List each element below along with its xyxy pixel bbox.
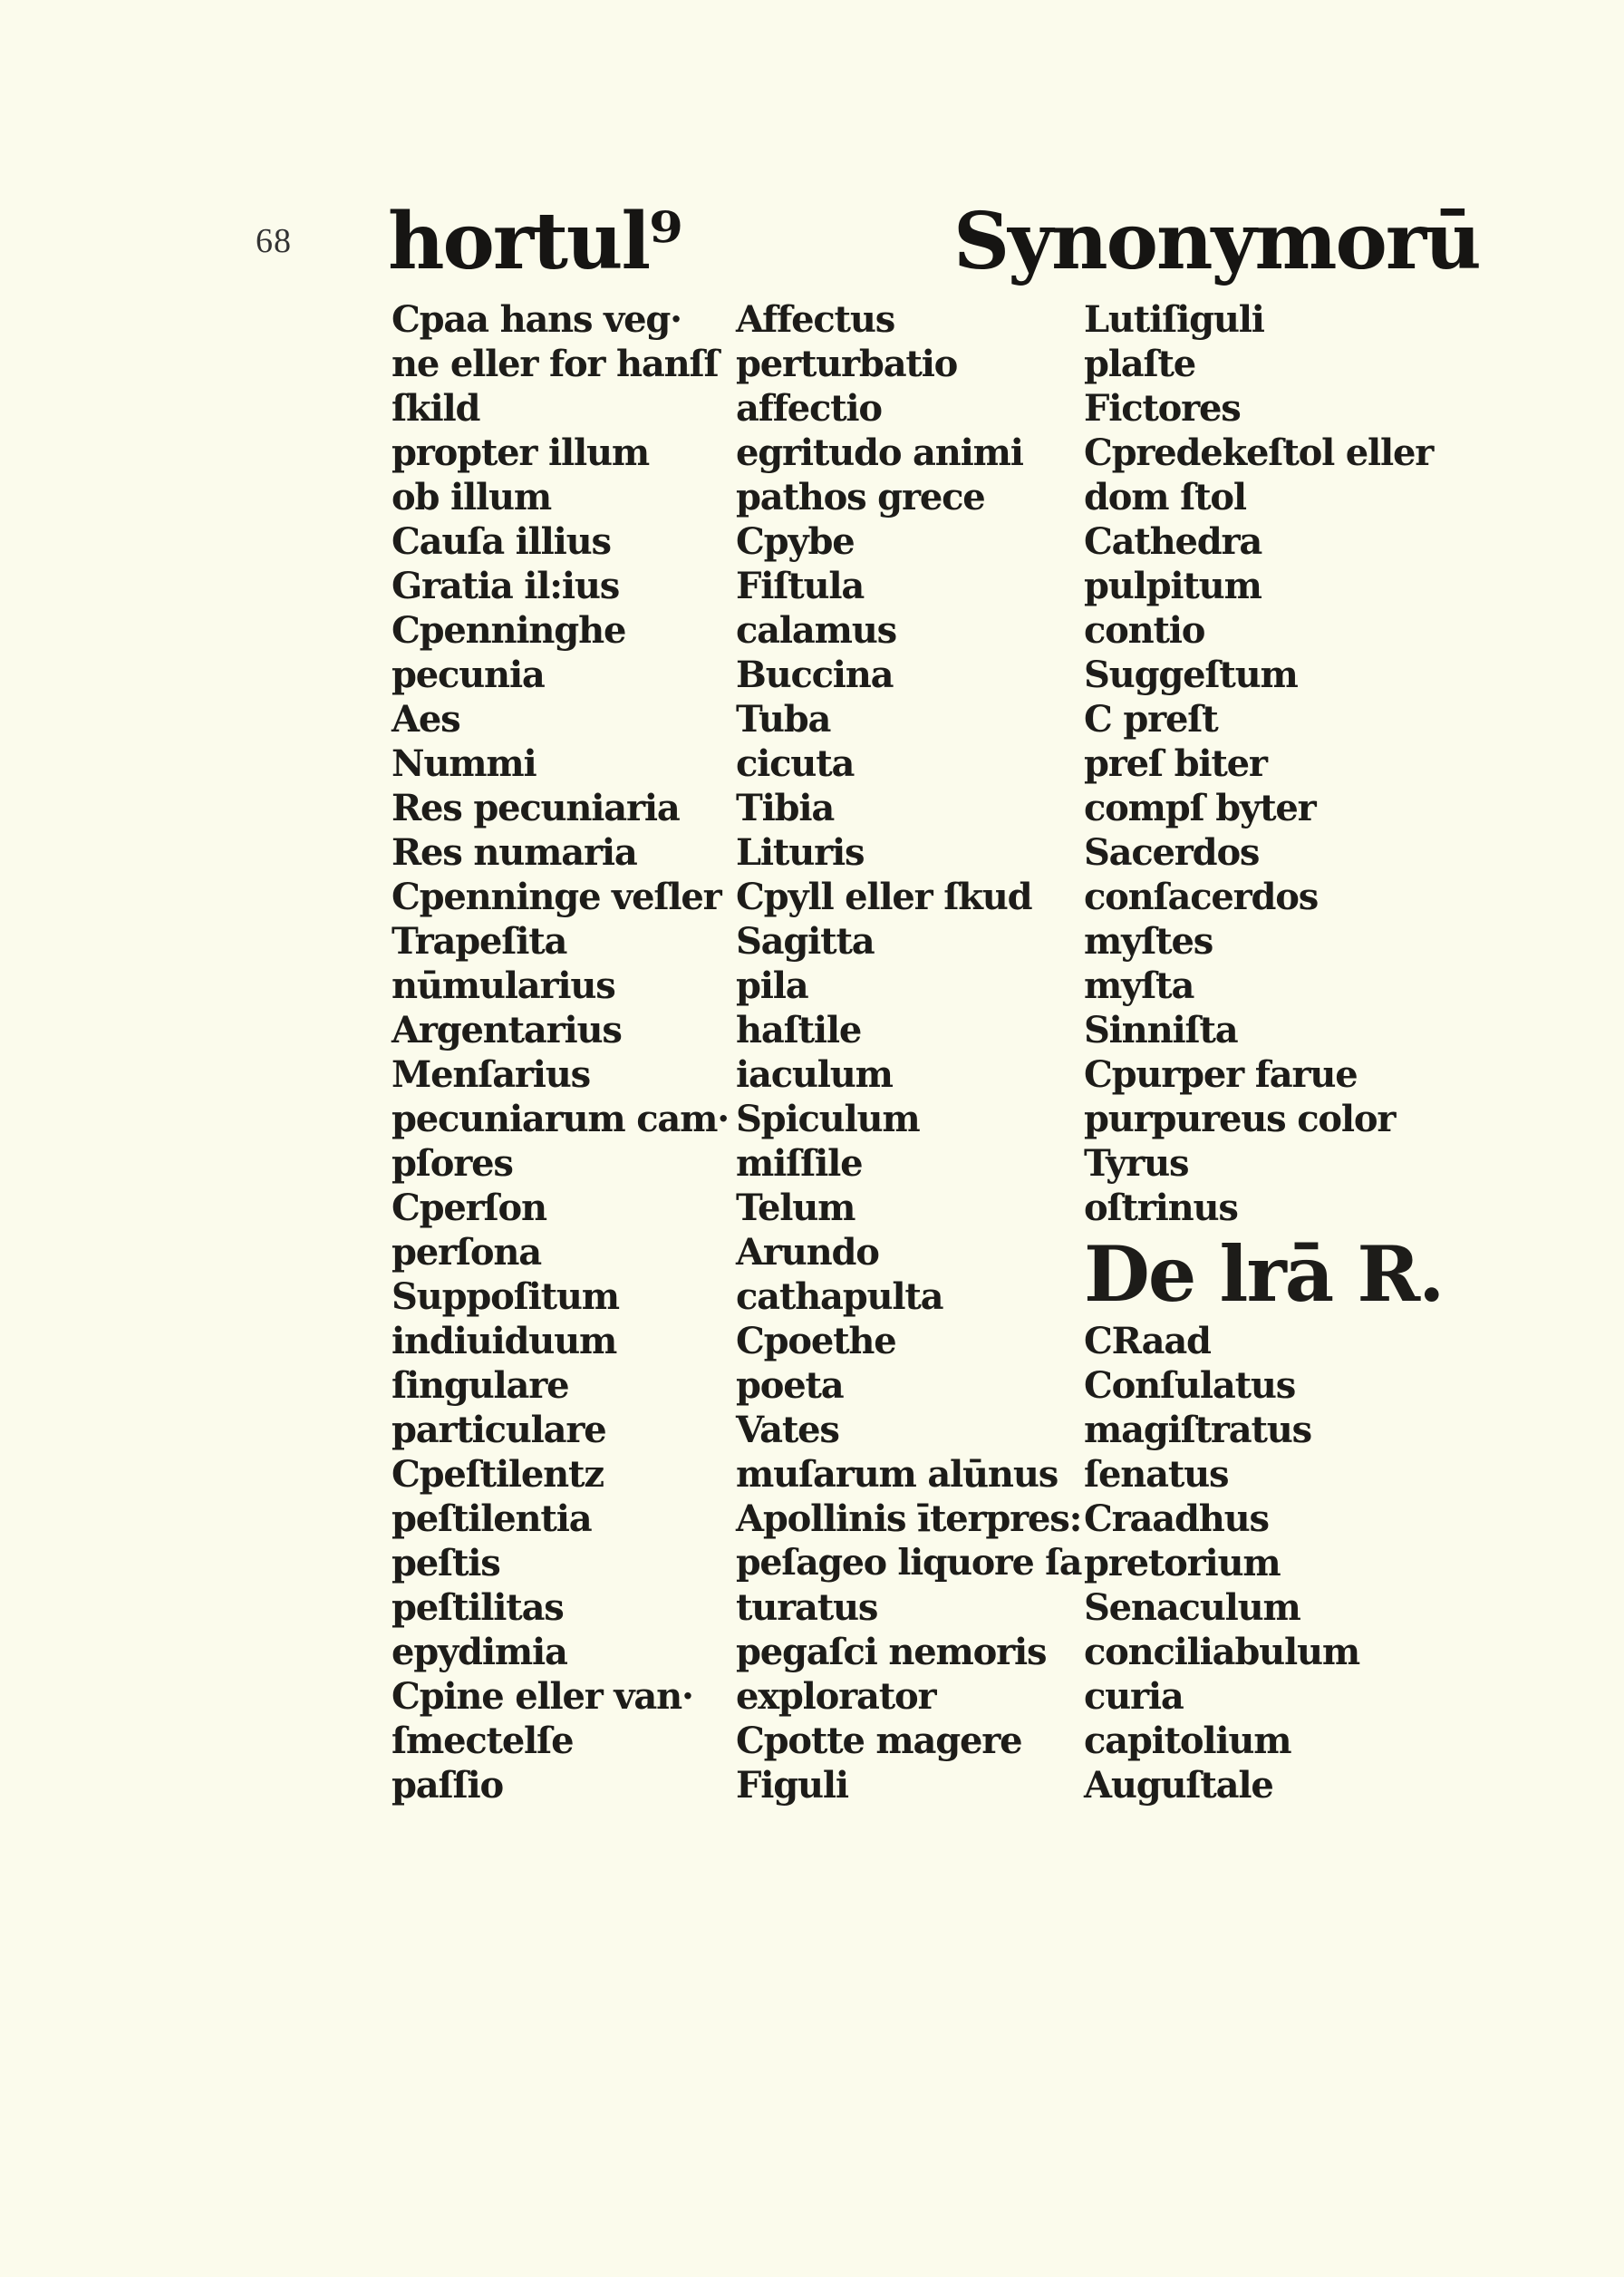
word-entry: ne eller for hanſſ xyxy=(392,343,719,385)
word-entry: pegaſci nemoris xyxy=(736,1631,1047,1673)
word-entry: ſmectelſe xyxy=(392,1720,574,1762)
word-entry: perſona xyxy=(392,1231,541,1274)
word-entry: plaſte xyxy=(1084,343,1196,385)
word-entry: ſenatus xyxy=(1084,1453,1229,1496)
word-column-1 xyxy=(392,297,734,1807)
word-entry: Vates xyxy=(736,1409,839,1451)
word-column-2 xyxy=(736,297,1082,1807)
word-entry: ſkild xyxy=(392,387,480,430)
word-entry: myſtes xyxy=(1084,920,1213,963)
word-entry: Gratia il:ius xyxy=(392,565,620,607)
word-entry: pſores xyxy=(392,1142,513,1185)
word-entry: Aes xyxy=(392,698,460,741)
word-entry: epydimia xyxy=(392,1631,567,1673)
word-entry: calamus xyxy=(736,609,896,652)
word-entry: conciliabulum xyxy=(1084,1631,1360,1673)
word-entry: Suggeſtum xyxy=(1084,654,1298,696)
page-number: 68 xyxy=(256,222,292,260)
word-entry: Lutiſiguli xyxy=(1084,298,1264,341)
word-entry: Telum xyxy=(736,1187,856,1229)
word-entry: Cpybe xyxy=(736,520,855,563)
word-entry: Senaculum xyxy=(1084,1586,1300,1629)
word-entry: magiſtratus xyxy=(1084,1409,1311,1451)
word-entry: iaculum xyxy=(736,1053,893,1096)
word-entry: Apollinis īterpres: xyxy=(736,1497,1082,1540)
running-head-right: Synonymorū xyxy=(953,196,1480,287)
word-entry: Cauſa illius xyxy=(392,520,611,563)
word-entry: Spiculum xyxy=(736,1098,920,1140)
word-entry: Cathedra xyxy=(1084,520,1262,563)
word-entry: C preſt xyxy=(1084,698,1218,741)
word-entry: ſingulare xyxy=(392,1364,569,1407)
word-entry: Craadhus xyxy=(1084,1497,1269,1540)
word-entry: Fiſtula xyxy=(736,565,865,607)
word-entry: peſtilentia xyxy=(392,1497,592,1540)
word-entry: cicuta xyxy=(736,742,855,785)
word-entry: Cpenninghe xyxy=(392,609,626,652)
word-entry: Cpotte magere xyxy=(736,1720,1022,1762)
word-entry: pecunia xyxy=(392,654,545,696)
word-entry: pathos grece xyxy=(736,476,985,518)
word-entry: preſ biter xyxy=(1084,742,1267,785)
word-entry: Suppoſitum xyxy=(392,1275,619,1318)
word-entry: Cpurper farue xyxy=(1084,1053,1358,1096)
word-entry: Tuba xyxy=(736,698,831,741)
word-entry: myſta xyxy=(1084,964,1194,1007)
word-entry: indiuiduum xyxy=(392,1320,617,1362)
running-head-left: hortul⁹ xyxy=(388,196,682,287)
word-entry: compſ byter xyxy=(1084,787,1316,829)
word-entry: peſtis xyxy=(392,1542,500,1584)
word-entry: peſageo liquore ſa xyxy=(736,1542,1082,1584)
word-entry: CRaad xyxy=(1084,1320,1211,1362)
word-entry: Cpine eller van· xyxy=(392,1675,693,1718)
word-entry: Sagitta xyxy=(736,920,875,963)
word-entry: paſſio xyxy=(392,1764,503,1807)
word-entry: Cperſon xyxy=(392,1187,546,1229)
word-entry: dom ſtol xyxy=(1084,476,1246,518)
word-entry: Cpenninge veſler xyxy=(392,876,721,918)
word-entry: Cpaa hans veg· xyxy=(392,298,682,341)
word-entry: Tyrus xyxy=(1084,1142,1189,1185)
word-entry: Res pecuniaria xyxy=(392,787,680,829)
section-heading: De lrā R. xyxy=(1084,1229,1444,1319)
word-entry: Affectus xyxy=(736,298,895,341)
word-entry: Conſulatus xyxy=(1084,1364,1296,1407)
word-entry: peſtilitas xyxy=(392,1586,564,1629)
word-entry: perturbatio xyxy=(736,343,958,385)
word-entry: Res numaria xyxy=(392,831,637,874)
word-entry: muſarum alūnus xyxy=(736,1453,1058,1496)
word-entry: conſacerdos xyxy=(1084,876,1319,918)
word-entry: pila xyxy=(736,964,808,1007)
word-entry: Argentarius xyxy=(392,1009,622,1051)
word-entry: contio xyxy=(1084,609,1205,652)
word-entry: Cpredekeſtol eller xyxy=(1084,431,1434,474)
word-entry: turatus xyxy=(736,1586,878,1629)
word-entry: Trapeſita xyxy=(392,920,567,963)
word-entry: ob illum xyxy=(392,476,551,518)
word-entry: Figuli xyxy=(736,1764,848,1807)
word-entry: poeta xyxy=(736,1364,844,1407)
word-entry: Auguſtale xyxy=(1084,1764,1273,1807)
word-entry: propter illum xyxy=(392,431,650,474)
word-entry: pretorium xyxy=(1084,1542,1281,1584)
word-entry: curia xyxy=(1084,1675,1184,1718)
word-column-3 xyxy=(1084,297,1443,1807)
word-entry: purpureus color xyxy=(1084,1098,1396,1140)
word-entry: Arundo xyxy=(736,1231,879,1274)
word-entry: nūmularius xyxy=(392,964,615,1007)
word-entry: Sacerdos xyxy=(1084,831,1260,874)
word-entry: haſtile xyxy=(736,1009,862,1051)
word-entry: Cpyll eller ſkud xyxy=(736,876,1032,918)
word-entry: Cpoethe xyxy=(736,1320,896,1362)
word-entry: cathapulta xyxy=(736,1275,943,1318)
word-entry: Buccina xyxy=(736,654,894,696)
word-entry: Menſarius xyxy=(392,1053,591,1096)
word-entry: explorator xyxy=(736,1675,936,1718)
word-entry: pecuniarum cam· xyxy=(392,1098,729,1140)
word-entry: particulare xyxy=(392,1409,606,1451)
word-entry: capitolium xyxy=(1084,1720,1291,1762)
word-entry: affectio xyxy=(736,387,882,430)
word-entry: miſſile xyxy=(736,1142,863,1185)
word-entry: Nummi xyxy=(392,742,536,785)
word-entry: Cpeſtilentz xyxy=(392,1453,604,1496)
word-entry: Lituris xyxy=(736,831,865,874)
word-entry: oſtrinus xyxy=(1084,1187,1238,1229)
word-entry: Fictores xyxy=(1084,387,1241,430)
word-entry: pulpitum xyxy=(1084,565,1262,607)
word-entry: egritudo animi xyxy=(736,431,1023,474)
word-entry: Sinniſta xyxy=(1084,1009,1238,1051)
word-entry: Tibia xyxy=(736,787,835,829)
